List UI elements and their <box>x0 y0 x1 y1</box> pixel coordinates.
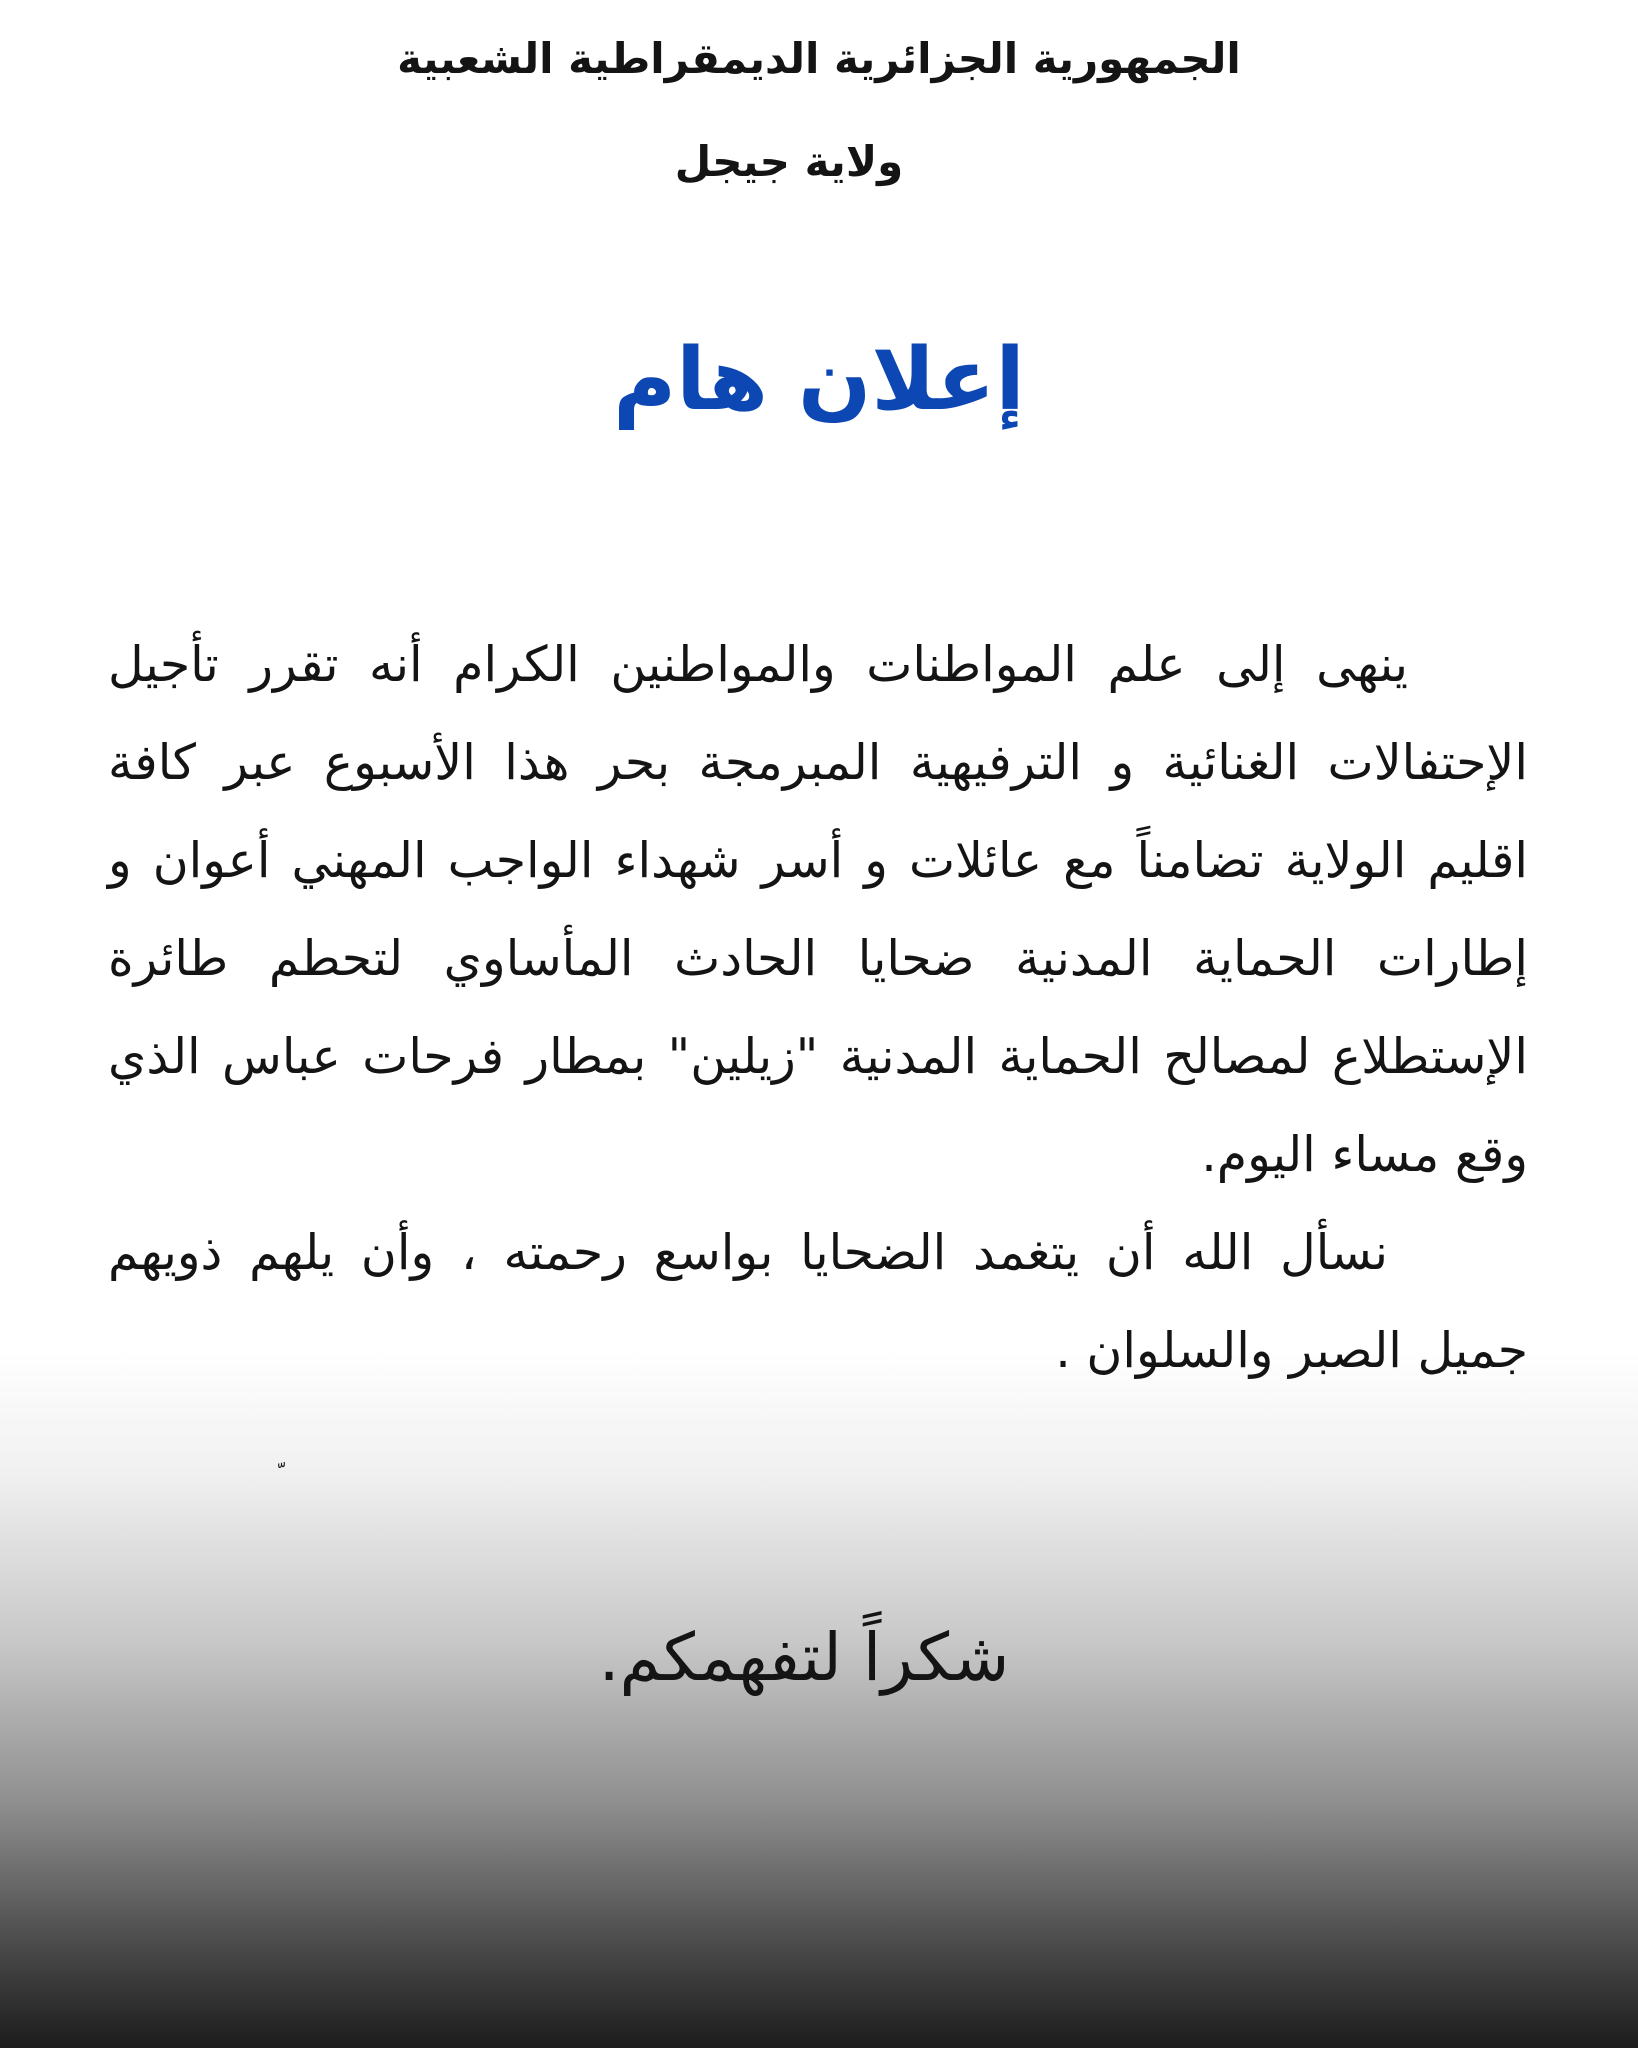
province-heading: ولاية جيجل <box>674 137 904 186</box>
closing-thanks: شكراً لتفهمكم. <box>598 1619 1010 1696</box>
announcement-paragraph-1: ينهى إلى علم المواطنات والمواطنين الكرام أنه تقرر تأجيل الإحتفالات الغنائية و الترفيهية المبرمجة بحر هذا الأسبوع عبر كافة اقليم الولاية تضامناً مع عائلات و أسر شهداء الواجب المهني أعوان و إطارات الحماية المدنية ضحايا الحادث المأساوي لتحطم طائرة الإستطلاع لمصالح الحماية المدنية "زيلين" بمطار فرحات عباس الذي وقع مساء اليوم. <box>108 636 1528 1183</box>
republic-heading: الجمهورية الجزائرية الديمقراطية الشعبية <box>397 34 1241 83</box>
announcement-paragraph-2: نسأل الله أن يتغمد الضحايا بواسع رحمته ، وأن يلهم ذويهم جميل الصبر والسلوان . <box>108 1224 1528 1379</box>
announcement-body <box>108 616 1528 1400</box>
announcement-title: إعلان هام <box>613 330 1025 430</box>
